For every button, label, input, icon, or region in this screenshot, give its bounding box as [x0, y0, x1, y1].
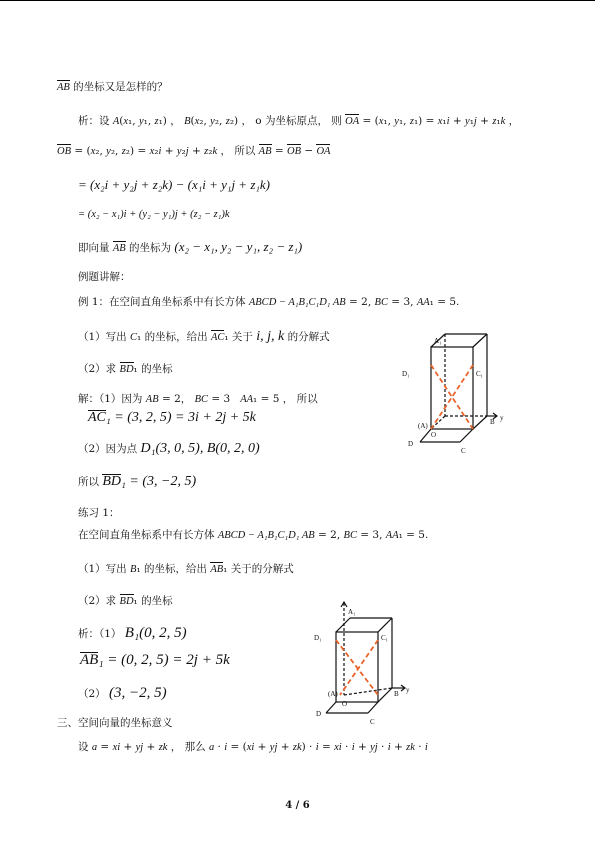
vec-ab: AB [57, 82, 70, 93]
fig1-label-y: y [500, 414, 504, 422]
cuboid-figure-2 [312, 600, 412, 725]
analysis-line-1: 析：设 A(x₁, y₁, z₁) ， B(x₂, y₂, z₂) ， o 为坐标原点， 则 OA = (x₁, y₁, z₁) = x₁i + y₁j + z₁k ， [78, 115, 520, 127]
example-1-solution-2b: 所以 BD₁ = (3, −2, 5) [78, 474, 197, 489]
section-3-title: 三、空间向量的坐标意义 [57, 717, 173, 729]
practice-1-statement: 在空间直角坐标系中有长方体 ABCD − A₁B₁C₁D₁ AB = 2, BC = 3, AA₁ = 5. [78, 529, 429, 541]
analysis-line-2: OB = (x₂, y₂, z₂) = x₂i + y₂j + z₂k ， 所以 AB = OB − OA [57, 145, 331, 157]
header-rule [0, 0, 595, 1]
fig1-label-d1: D₁ [402, 370, 410, 378]
fig1-label-o: O [431, 431, 437, 439]
fig1-label-b: B [490, 418, 495, 426]
fig2-label-a: (A) [328, 690, 338, 698]
page-number: 4 / 6 [285, 800, 310, 811]
example-title: 例题讲解： [78, 271, 131, 283]
fig2-label-d: D [316, 710, 322, 718]
fig1-label-d: D [408, 440, 414, 448]
example-1-solution-2: （2）因为点 D₁(3, 0, 5), B(0, 2, 0) [78, 441, 260, 456]
practice-1-q2: （2）求 BD₁ 的坐标 [78, 595, 173, 607]
fig2-label-c: C [370, 718, 375, 725]
example-1-solution-1: 解：（1）因为 AB = 2， BC = 3 AA₁ = 5 ， 所以 [78, 393, 318, 405]
fig2-label-a1: A₁ [348, 608, 356, 616]
cuboid-figure-1 [398, 330, 508, 460]
practice-1-q1: （1）写出 B₁ 的坐标，给出 AB₁ 关于的分解式 [78, 563, 294, 575]
question-intro: AB 的坐标又是怎样的？ [57, 81, 168, 93]
example-1-solution-1b: AC₁ = (3, 2, 5) = 3i + 2j + 5k [88, 410, 256, 425]
practice-1-answer-1: 析：（1） B₁(0, 2, 5) [78, 625, 187, 641]
example-1-statement: 例 1：在空间直角坐标系中有长方体 ABCD − A₁B₁C₁D₁ AB = 2, BC = 3, AA₁ = 5. [78, 296, 460, 308]
analysis-line-3: = (x₂i + y₂j + z₂k) − (x₁i + y₁j + z₁k) [78, 177, 271, 192]
example-1-q1: （1）写出 C₁ 的坐标，给出 AC₁ 关于 i, j, k 的分解式 [78, 329, 330, 344]
fig1-label-c1: C₁ [476, 370, 484, 378]
fig1-label-a: (A) [418, 422, 428, 430]
fig2-label-c1: C₁ [381, 634, 389, 642]
analysis-line-5: 即向量 AB 的坐标为 (x₂ − x₁, y₂ − y₁, z₂ − z₁) [78, 239, 303, 254]
practice-1-answer-1b: AB₁ = (0, 2, 5) = 2j + 5k [80, 652, 230, 668]
example-1-q2: （2）求 BD₁ 的坐标 [78, 363, 173, 375]
section-3-line-1: 设 a = xi + yj + zk ， 那么 a · i = (xi + yj + zk) · i = xi · i + yj · i + zk · i [78, 741, 428, 753]
analysis-line-4: = (x₂ − x₁)i + (y₂ − y₁)j + (z₂ − z₁)k [78, 209, 230, 220]
fig1-label-c: C [461, 447, 466, 455]
fig2-label-y: y [406, 686, 410, 694]
practice-title: 练习 1： [78, 507, 120, 519]
fig2-label-b: B [394, 690, 399, 698]
fig2-label-d1: D₁ [314, 634, 322, 642]
fig2-label-o: O [342, 700, 348, 708]
fig1-label-a1: A₁ [434, 337, 442, 345]
practice-1-answer-2: （2） (3, −2, 5) [78, 685, 167, 701]
